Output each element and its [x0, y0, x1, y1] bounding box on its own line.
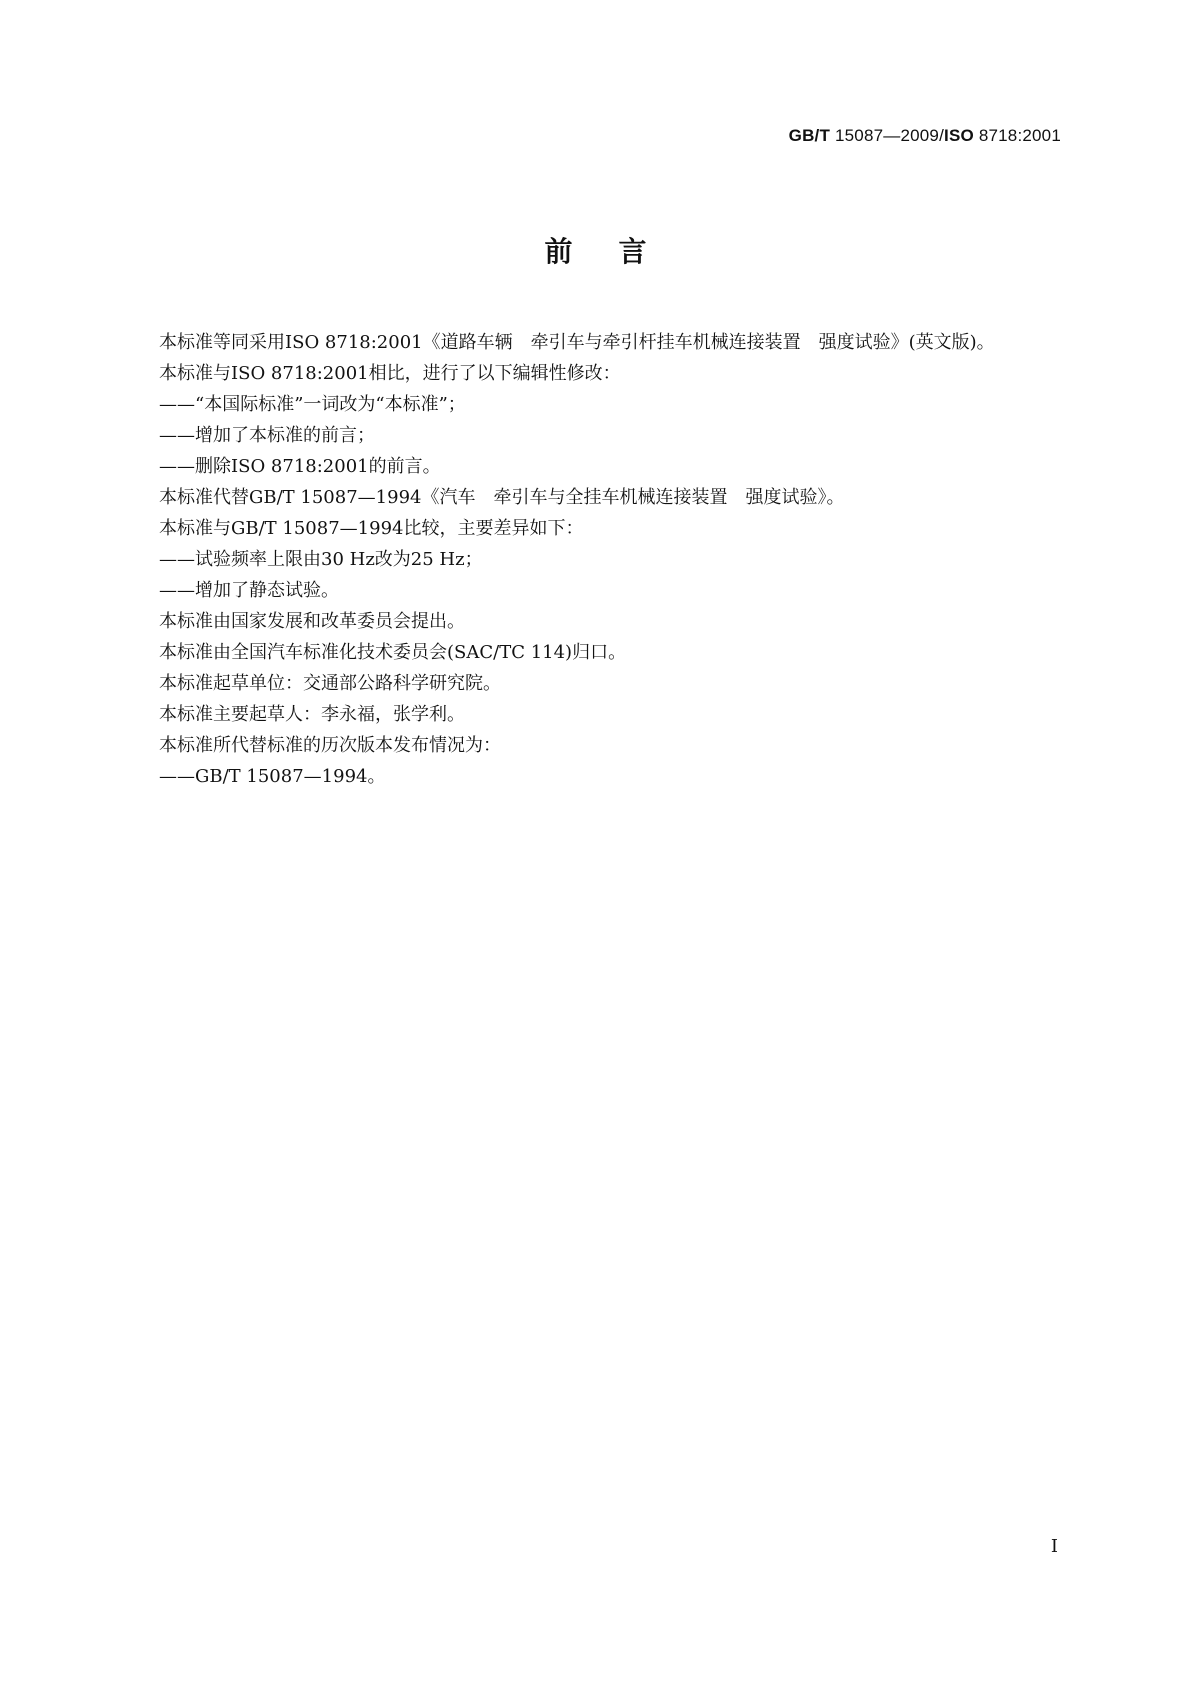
paragraph-drafting-unit: 本标准起草单位：交通部公路科学研究院。	[159, 673, 501, 694]
list-item-edit: ——删除ISO 8718:2001的前言。	[159, 456, 441, 477]
paragraph-edit-intro: 本标准与ISO 8718:2001相比，进行了以下编辑性修改：	[159, 363, 621, 384]
list-item-difference: ——试验频率上限由30 Hz改为25 Hz；	[159, 549, 483, 570]
paragraph-differences-intro: 本标准与GB/T 15087—1994比较，主要差异如下：	[159, 518, 584, 539]
list-item-edit: ——增加了本标准的前言；	[159, 425, 375, 446]
foreword-body	[123, 327, 1068, 792]
list-item-difference: ——增加了静态试验。	[159, 580, 339, 601]
paragraph-history-intro: 本标准所代替标准的历次版本发布情况为：	[159, 735, 501, 756]
iso-prefix: ISO	[944, 126, 974, 145]
page-number: I	[1050, 1536, 1058, 1557]
standard-code-header	[789, 126, 1061, 146]
list-item-edit: ——“本国际标准”一词改为“本标准”；	[159, 394, 466, 415]
standard-prefix: GB/T	[788, 126, 831, 145]
paragraph-adoption: 本标准等同采用ISO 8718:2001《道路车辆 牵引车与牵引杆挂车机械连接装置 强度试验》(英文版)。	[159, 332, 995, 353]
paragraph-replaces: 本标准代替GB/T 15087—1994《汽车 牵引车与全挂车机械连接装置 强度试验》。	[159, 487, 845, 508]
standard-number: 15087—2009/	[830, 126, 945, 145]
paragraph-drafters: 本标准主要起草人：李永福，张学利。	[159, 704, 465, 725]
paragraph-proposed-by: 本标准由国家发展和改革委员会提出。	[159, 611, 465, 632]
paragraph-centralized-by: 本标准由全国汽车标准化技术委员会(SAC/TC 114)归口。	[159, 642, 627, 663]
list-item-history: ——GB/T 15087—1994。	[159, 766, 386, 787]
page-title: 前言	[544, 235, 693, 268]
iso-number: 8718:2001	[973, 126, 1061, 145]
